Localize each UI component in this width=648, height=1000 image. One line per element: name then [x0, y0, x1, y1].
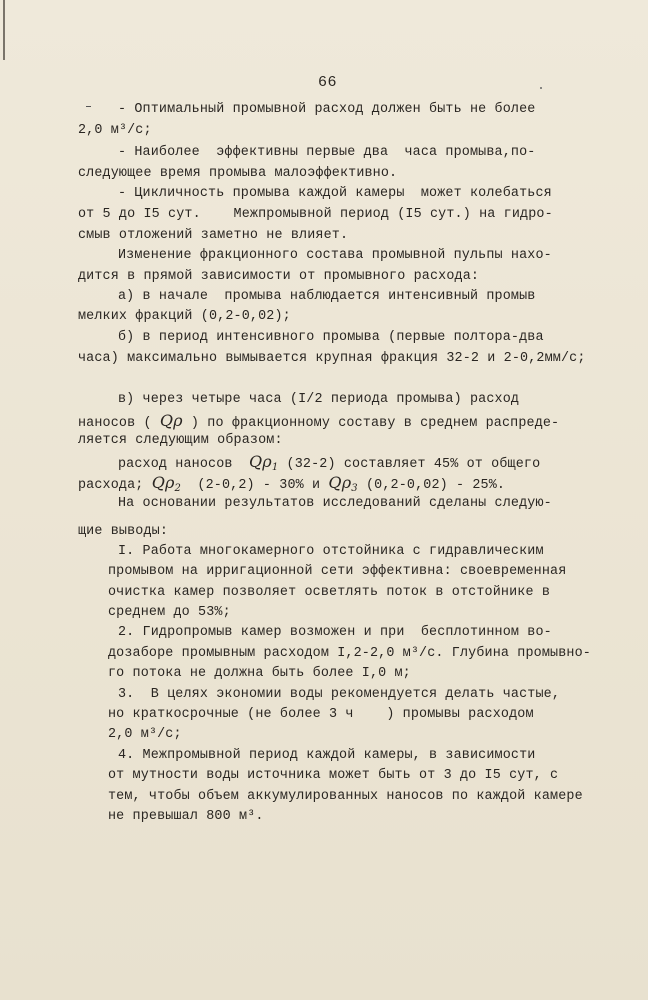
text-line: смыв отложений заметно не влияет.: [78, 228, 349, 243]
text-line: 2. Гидропромыв камер возможен и при бесплотинном во-: [118, 625, 552, 640]
text-line: но краткосрочные (не более 3 ч ) промывы расходом: [108, 707, 534, 722]
speck-mark: [540, 87, 542, 89]
text-segment: ) по фракционному составу в среднем распреде-: [190, 416, 560, 431]
text-line: мелких фракций (0,2-0,02);: [78, 309, 291, 324]
text-line: дится в прямой зависимости от промывного расхода:: [78, 269, 480, 284]
sediment-flow-symbol: Qρ: [159, 411, 183, 430]
text-line: среднем до 53%;: [108, 605, 231, 620]
text-line: промывом на ирригационной сети эффективна: своевременная: [108, 564, 567, 579]
text-segment: (0,2-0,02) - 25%.: [365, 478, 506, 493]
text-line: тем, чтобы объем аккумулированных наносов по каждой камере: [108, 789, 583, 804]
text-line: 3. В целях экономии воды рекомендуется делать частые,: [118, 687, 561, 702]
text-line: часа) максимально вымывается крупная фракция 32-2 и 2-0,2мм/с;: [78, 351, 586, 366]
text-line: от мутности воды источника может быть от 3 до I5 сут, с: [108, 768, 559, 783]
text-line: - Оптимальный промывной расход должен быть не более: [118, 102, 536, 117]
text-line: ляется следующим образом:: [78, 433, 283, 448]
dash-mark: [86, 106, 91, 107]
text-segment: наносов (: [78, 416, 152, 431]
text-line: а) в начале промыва наблюдается интенсивный промыв: [118, 289, 536, 304]
text-line: очистка камер позволяет осветлять поток в отстойнике в: [108, 585, 551, 600]
text-line: следующее время промыва малоэффективно.: [78, 166, 398, 181]
page-edge-line: [3, 0, 5, 60]
text-line: На основании результатов исследований сделаны следую-: [118, 496, 552, 511]
sediment-flow-symbol-2: $Q\rho_2$: [151, 473, 182, 494]
text-line: го потока не должна быть более I,0 м;: [108, 666, 411, 681]
text-line: - Цикличность промыва каждой камеры может колебаться: [118, 186, 552, 201]
text-line: б) в период интенсивного промыва (первые полтора-два: [118, 330, 544, 345]
text-line: дозаборе промывным расходом I,2-2,0 м³/с. Глубина промывно-: [108, 646, 591, 661]
text-line: не превышал 800 м³.: [108, 809, 264, 824]
text-line: Изменение фракционного состава промывной пульпы нахо-: [118, 248, 552, 263]
text-segment: расход наносов: [118, 457, 233, 472]
text-line: - Наиболее эффективны первые два часа промыва,по-: [118, 145, 536, 160]
sediment-flow-symbol-3: $Q\rho_3$: [328, 473, 358, 494]
text-line: I. Работа многокамерного отстойника с гидравлическим: [118, 544, 544, 559]
text-line: от 5 до I5 сут. Межпромывной период (I5 сут.) на гидро-: [78, 207, 553, 222]
text-segment: расхода;: [78, 478, 144, 493]
text-line: в) через четыре часа (I/2 периода промыва) расход: [118, 392, 520, 407]
sediment-flow-symbol-1: $Q\rho_1$: [248, 452, 279, 473]
text-line: 2,0 м³/с;: [108, 727, 182, 742]
text-line: [78, 412, 559, 433]
page-number: 66: [318, 74, 338, 91]
text-line: щие выводы:: [78, 524, 169, 539]
text-line: 4. Межпромывной период каждой камеры, в зависимости: [118, 748, 536, 763]
text-line: 2,0 м³/с;: [78, 123, 152, 138]
text-segment: (32-2) составляет 45% от общего: [286, 457, 541, 472]
text-segment: (2-0,2) - 30% и: [197, 478, 321, 493]
